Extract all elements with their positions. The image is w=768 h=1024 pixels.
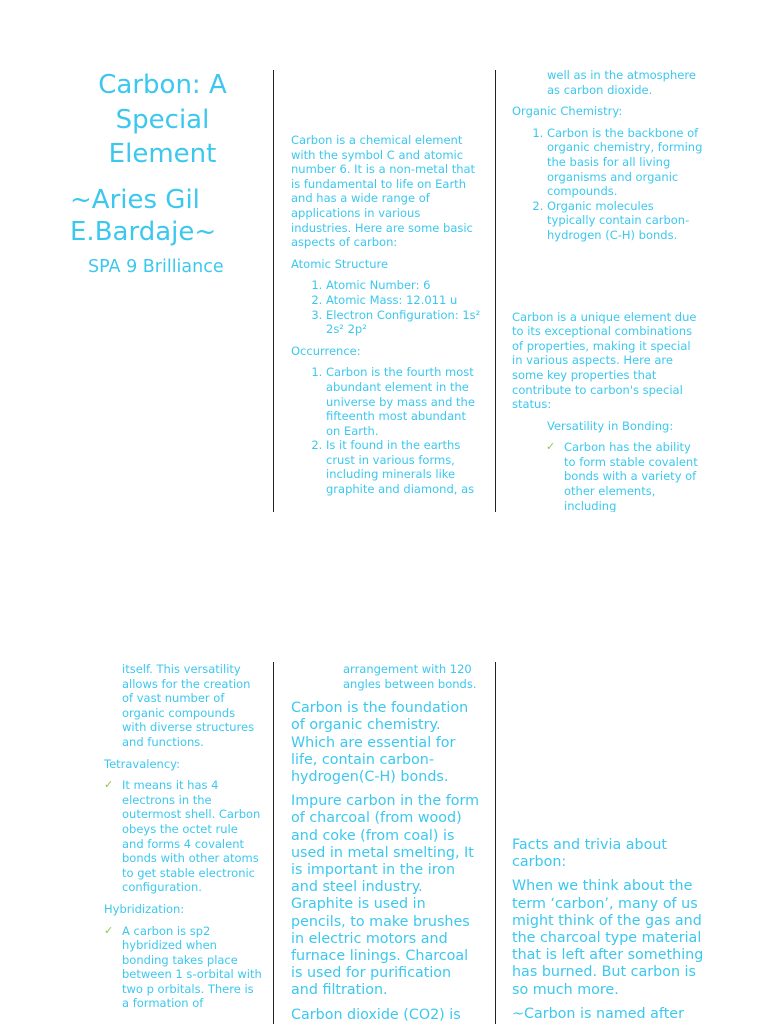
column-divider — [273, 70, 274, 512]
intro-paragraph: Carbon is a chemical element with the symbol C and atomic number 6. It is a non-metal that is fundamental to life on Earth and has a wide range of applications in various industries. Here are some basic aspects of carbon: — [291, 133, 476, 250]
column-divider — [495, 662, 496, 1024]
column-divider — [273, 662, 274, 1024]
content-column-2 — [291, 133, 481, 497]
list-item: ✓ Carbon has the ability to form stable covalent bonds with a variety of other elements, including — [546, 440, 698, 512]
page-2 — [0, 512, 768, 1024]
list-item: 1. Atomic Number: 6 — [326, 278, 481, 293]
section-heading: Organic Chemistry: — [512, 104, 623, 119]
column-divider — [495, 70, 496, 512]
continuation-text: arrangement with 120 angles between bonds. — [343, 662, 477, 691]
content-column-2 — [291, 662, 481, 1024]
content-column-1 — [104, 662, 262, 1011]
list-item: 2. Is it found in the earths crust in various forms, including minerals like graphite and diamond, as — [326, 438, 481, 496]
section-heading: Hybridization: — [104, 901, 185, 916]
unique-intro-paragraph: Carbon is a unique element due to its exceptional combinations of properties, making it special in various aspects. Here are some key properties that contribute to carbon's special status: — [512, 309, 697, 412]
occurrence-list — [291, 365, 481, 496]
content-column-3 — [512, 837, 704, 1023]
check-icon: ✓ — [104, 923, 114, 937]
check-icon: ✓ — [546, 440, 556, 454]
section-heading: Atomic Structure — [291, 256, 389, 271]
section-heading: Tetravalency: — [104, 756, 181, 771]
tetravalency-list — [104, 778, 262, 895]
hybridization-list — [104, 924, 262, 1012]
list-item: 3. Electron Configuration: 1s² 2s² 2p² — [326, 308, 481, 337]
continuation-text: well as in the atmosphere as carbon dioxide. — [547, 68, 696, 97]
author-name: ~Aries Gil E.Bardaje~ — [70, 184, 217, 247]
organic-chemistry-list — [512, 126, 704, 243]
title-column — [60, 68, 265, 278]
list-item: 1. Carbon is the fourth most abundant element in the universe by mass and the fifteenth most abundant on Earth. — [326, 365, 481, 438]
section-heading: Occurrence: — [291, 343, 361, 358]
atomic-structure-list — [291, 278, 481, 336]
list-item: 2. Atomic Mass: 12.011 u — [326, 293, 481, 308]
co2-paragraph: Carbon dioxide (CO2) is — [291, 1006, 461, 1023]
trivia-paragraph: ~Carbon is named after — [512, 1005, 684, 1022]
list-item: ✓ It means it has 4 electrons in the outermost shell. Carbon obeys the octet rule and forms 4 covalent bonds with other atoms to get stable electronic configuration. — [104, 778, 261, 895]
versatility-list — [512, 440, 704, 512]
page-title: Carbon: A Special Element — [98, 70, 227, 169]
section-heading: Facts and trivia about carbon: — [512, 837, 668, 871]
list-item: 1. Carbon is the backbone of organic chemistry, forming the basis for all living organisms and organic compounds. — [547, 126, 704, 199]
check-icon: ✓ — [104, 778, 114, 792]
class-name: SPA 9 Brilliance — [88, 256, 224, 277]
list-item: ✓ A carbon is sp2 hybridized when bonding takes place between 1 s-orbital with two p orbitals. There is a formation of — [104, 923, 262, 1011]
list-item: 2. Organic molecules typically contain carbon-hydrogen (C-H) bonds. — [547, 199, 704, 243]
uses-paragraph: Impure carbon in the form of charcoal (from wood) and coke (from coal) is used in metal smelting, It is important in the iron and steel industry. Graphite is used in pencils, to make brushes in electric motors and furnace linings. Charcoal is used for purification and filtration. — [291, 793, 480, 999]
continuation-text: itself. This versatility allows for the creation of vast number of organic compounds with diverse structures and functions. — [122, 662, 255, 749]
content-column-3 — [512, 68, 704, 512]
section-heading: Versatility in Bonding: — [547, 418, 674, 433]
facts-paragraph: When we think about the term ‘carbon’, many of us might think of the gas and the charcoal type material that is left after something has burned. But carbon is so much more. — [512, 878, 704, 998]
foundation-paragraph: Carbon is the foundation of organic chemistry. Which are essential for life, contain carbon-hydrogen(C-H) bonds. — [291, 700, 469, 785]
